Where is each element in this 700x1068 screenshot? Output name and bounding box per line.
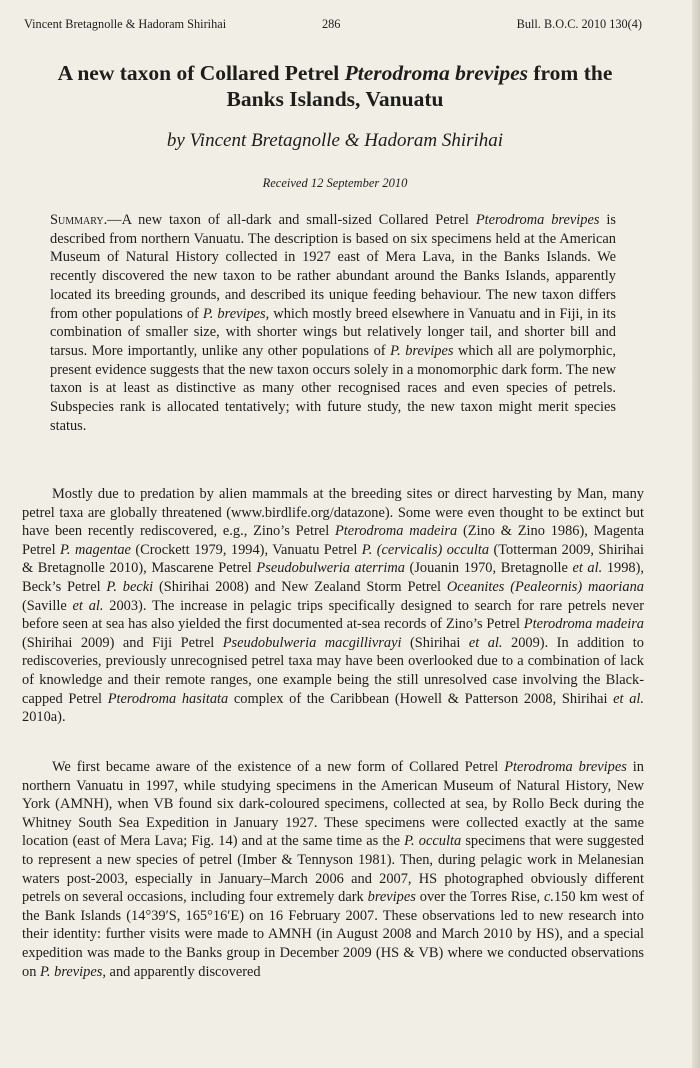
summary-italic: P. brevipes — [390, 342, 454, 359]
summary-text: , which mostly breed elsewhere in Vanuatu and in Fiji, in its combination of smaller size, with shorter wings but relatively longer tail, and shorter bill and tarsus. More importantly, unlike any other populations of — [50, 305, 616, 359]
body-italic: Pterodroma brevipes — [504, 759, 627, 775]
body-text: 150 km west of the Bank Islands (14°39′S, 165°16′E) on 16 February 2007. These observations led to new research into their identity: further visits were made to AMNH (in August 2008 and March 2010 by HS), and a special expedition was made to the Banks group in December 2009 (HS & VB) where we conducted observations on — [22, 889, 644, 980]
body-italic: Pterodroma madeira — [334, 523, 458, 540]
body-italic: c. — [543, 889, 554, 906]
body-italic: Pterodroma madeira — [523, 616, 645, 633]
journal-citation: Bull. B.O.C. 2010 130(4) — [516, 17, 642, 31]
header-authors: Vincent Bretagnolle & Hadoram Shirihai — [24, 17, 227, 31]
page-number: 286 — [322, 17, 341, 31]
summary-text: is described from northern Vanuatu. The description is based on six specimens held at the American Museum of Natural History collected in 1927 east of Mera Lava, in the Banks Islands. We recently discovered the new taxon to be rather abundant around the Banks Islands, apparently located its breeding grounds, and described its unique feeding behaviour. The new taxon differs from other populations of — [50, 212, 617, 322]
summary-italic: Pterodroma brevipes — [475, 212, 600, 228]
body-italic: Pterodroma hasitata — [107, 690, 229, 707]
body-italic: et al. — [468, 634, 503, 651]
body-text: (Shirihai — [401, 634, 469, 651]
body-text: , and apparently discovered — [102, 963, 261, 980]
body-text: (Shirihai 2008) and New Zealand Storm Petrel — [153, 578, 447, 595]
body-italic: Oceanites (Pealeornis) maoriana — [446, 578, 644, 595]
body-text: complex of the Caribbean (Howell & Patterson 2008, Shirihai — [228, 690, 614, 707]
page-edge-shadow — [692, 0, 700, 1068]
body-italic: et al. — [72, 597, 104, 614]
body-text: in northern Vanuatu in 1997, while studying specimens in the American Museum of Natural History, New York (AMNH), when VB found six dark-coloured specimens, collected at sea, by Rollo Beck during the Whitney South Sea Expedition in January 1927. These specimens were collected exactly at the same location (east of Mera Lava; Fig. 14) and at the same time as the — [22, 759, 644, 850]
body-italic: P. magentae — [60, 541, 131, 558]
summary-text: which all are polymorphic, present evidence suggests that the new taxon occurs solely in a monomorphic dark form. The new taxon is at least as distinctive as many other recognised races and even species of petrels. Subspecies rank is allocated tentatively; with future study, the new taxon might merit species status. — [50, 342, 616, 434]
body-italic: P. occulta — [404, 833, 462, 850]
body-text: 2003). The increase in pelagic trips specifically designed to search for rare petrels never before seen at sea has also yielded the first documented at-sea records of Zino’s Petrel — [22, 597, 644, 633]
body-text: over the Torres Rise, — [415, 889, 544, 906]
body-italic: Pseudobulweria macgillivrayi — [222, 634, 402, 651]
body-italic: et al. — [613, 690, 644, 707]
title-species: Pterodroma brevipes — [344, 61, 528, 85]
body-text: Mostly due to predation by alien mammals at the breeding sites or direct harvesting by Man, many petrel taxa are globally threatened (www.birdlife.org/datazone). Some were even thought to be extinct but have been recently rediscovered, e.g., Zino’s Petrel — [22, 486, 644, 540]
body-text: (Shirihai 2009) and Fiji Petrel — [22, 634, 223, 651]
body-italic: P. becki — [106, 578, 154, 595]
article-title — [30, 60, 640, 112]
body-text: (Zino & Zino 1986), Magenta Petrel — [22, 523, 644, 558]
body-text: We first became aware of the existence of a new form of Collared Petrel — [52, 759, 505, 775]
body-italic: et al. — [572, 560, 603, 577]
body-italic: P. (cervicalis) occulta — [361, 541, 490, 558]
title-part-2: from the Banks Islands, Vanuatu — [226, 61, 613, 111]
body-italic: Pseudobulweria aterrima — [256, 560, 405, 577]
summary-label: Summary. — [50, 212, 108, 228]
body-text: specimens that were suggested to represent a new species of petrel (Imber & Tennyson 1981). Then, during pelagic work in Melanesian waters post-2003, especially in January–March 2006 and 2007, HS photographed obviously different petrels on several occasions, including four extremely dark — [22, 833, 644, 906]
body-text: (Saville — [22, 597, 73, 614]
title-part-1: A new taxon of Collared Petrel — [57, 61, 345, 85]
received-date: Received 12 September 2010 — [262, 176, 408, 190]
body-text: (Crockett 1979, 1994), Vanuatu Petrel — [130, 541, 362, 558]
body-text: 2009). In addition to rediscoveries, previously unrecognised petrel taxa may have been overlooked due to a combination of lack of knowledge and their remote ranges, one example being the still unresolved case involving the Black-capped Petrel — [22, 634, 644, 707]
body-text: 1998), Beck’s Petrel — [22, 560, 645, 595]
body-italic: brevipes — [367, 889, 416, 906]
body-text: (Totterman 2009, Shirihai & Bretagnolle 2010), Mascarene Petrel — [22, 541, 645, 577]
summary-abstract — [50, 211, 616, 435]
body-italic: P. brevipes — [40, 963, 103, 980]
byline: by Vincent Bretagnolle & Hadoram Shirihai — [166, 130, 504, 151]
body-paragraph-1 — [22, 485, 644, 727]
body-text: (Jouanin 1970, Bretagnolle — [404, 560, 573, 577]
summary-italic: P. brevipes — [202, 305, 266, 322]
body-paragraph-2 — [22, 758, 644, 981]
running-header — [24, 16, 642, 32]
summary-text: —A new taxon of all-dark and small-sized Collared Petrel — [107, 212, 476, 228]
body-text: 2010a). — [22, 709, 66, 726]
